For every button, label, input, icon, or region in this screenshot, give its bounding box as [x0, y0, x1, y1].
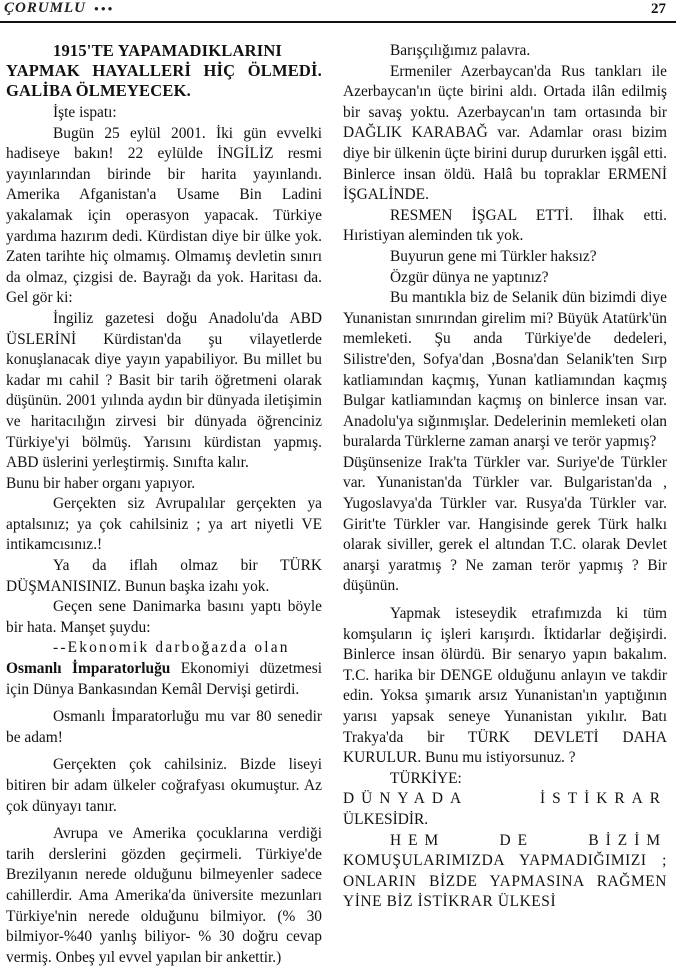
paragraph: Barışçılığımız palavra.: [390, 42, 531, 59]
paragraph: İşte ispatı:: [53, 104, 117, 121]
logo-text: ÇORUMLU: [4, 0, 87, 16]
left-column: [6, 41, 322, 968]
publication-logo: [4, 0, 115, 17]
paragraph: Geçen sene Danimarka basını yaptı böyle bir hata. Manşet şuydu:: [6, 598, 322, 636]
paragraph: İngiliz gazetesi doğu Anadolu'da ABD ÜSLERİNİ Kürdistan'da şu vilayetlerde konuşlanacak diye yayın yapabiliyor. Bu millet bu kadar mı cahil ? Basit bir tarih öğretmeni olarak düşünün. 2001 yılında aydın bir dünyada iletişimin ve haritacılığın zirvesi bir dünyada öğrenciniz Türkiye'yi bölmüş. Yarısını kürdistan yapmış. ABD üslerini yerleştirmiş. Sınıfta kalır.: [6, 309, 322, 472]
paragraph: Özgür dünya ne yaptınız?: [390, 268, 549, 286]
paragraph: RESMEN İŞGAL ETTİ. İlhak etti. Hıristiyan aleminden tık yok.: [343, 206, 667, 245]
paragraph-neighbours: [343, 831, 667, 913]
paragraph: Bu mantıkla biz de Selanik dün bizimdi diye Yunanistan sınırından girelim mi? Büyük Atatürk'ün memleketi. Şu anda Türkiye'de dedeleri, Silistre'den, Sofya'dan ,Bosna'dan Selanik'ten Sırp katliamından kaçmış, Yunan katliamından kaçmış Bulgar katliamından kaçmış on binlerce insan var. Anadolu'ya sığınmışlar. Dedelerinin memleketi olan buralarda Türklerne zaman anarşi ve terör yapmış?: [343, 289, 667, 451]
header-rule: [0, 21, 676, 23]
quote-rest: Ekonomiyi düzetmesi için Dünya Bankasından Kemâl Dervişi getirdi.: [6, 660, 322, 698]
paragraph: Avrupa ve Amerika çocuklarına verdiği tarih derslerini gözden geçirmeli. Türkiye'de Brezilyanın nerede olduğunu bilmeyenler sadece cahillerdir. Ama Amerika'da üniversite mezunları Türkiye'nin nerede olduğunu bilmiyor. (% 30 bilmiyor-%40 yanlış biliyor- % 30 doğru cevap vermiş. Onbeş yıl evvel yapılan bir ankettir.): [6, 825, 322, 966]
paragraph: TÜRKİYE:: [390, 769, 462, 787]
paragraph: Düşünsenize Irak'ta Türkler var. Suriye'de Türkler var. Yunanistan'da Türkler var. Bulgaristan'da , Yugoslavya'da Türkler var. Rusya'da Türkler var. Girit'te Türkler var. Hangisinde gerek Türk halkı olarak siviller, gerek el altından T.C. olarak Devlet anarşi yaratmış ? Ne zaman terör yapmış ? Bir düşünün.: [343, 453, 667, 595]
page-header: [0, 0, 676, 22]
closing-lines: KOMUŞULARIMIZDA YAPMADIĞIMIZI ; ONLARIN BİZDE YAPMASINA RAĞMEN YİNE BİZ İSTİKRAR ÜLKESİ: [343, 852, 667, 911]
spaced-line: HEM DE BİZİM: [390, 831, 667, 849]
article-title: [6, 41, 322, 101]
paragraph: Gerçekten çok cahilsiniz. Bizde liseyi bitiren bir adam ülkeler coğrafyası okumuştur. Az çok dünyayı tanır.: [6, 756, 322, 815]
quote-bold: Osmanlı İmparatorluğu: [6, 660, 171, 678]
title-line-2: YAPMAK HAYALLERİ HİÇ ÖLMEDİ. GALİBA ÖLMEYECEK.: [6, 61, 322, 100]
paragraph: Bunu bir haber organı yapıyor.: [6, 474, 196, 492]
paragraph: Osmanlı İmparatorluğu mu var 80 senedir be adam!: [6, 708, 322, 746]
paragraph: Gerçekten siz Avrupalılar gerçekten ya aptalsınız; ya çok cahilsiniz ; ya art niyetli VE intikamcısınız.!: [6, 495, 322, 554]
page-number: 27: [651, 1, 666, 17]
paragraph: Buyurun gene mi Türkler haksız?: [390, 247, 597, 265]
paragraph-stability: [343, 789, 667, 830]
title-line-1: 1915'TE YAPAMADIKLARINI: [53, 41, 283, 60]
line: ÜLKESİDİR.: [343, 810, 429, 828]
paragraph-headline-quote: [6, 638, 322, 700]
quote-line: --Ekonomik darboğazda olan: [53, 639, 290, 657]
right-column: [343, 41, 667, 913]
paragraph: Ermeniler Azerbaycan'da Rus tankları ile Azerbaycan'ın üçte birini aldı. Ortada ilân edilmiş bir savaş yoktu. Azerbaycan'ın tam ortasında bir DAĞLIK KARABAĞ var. Adamlar orası bizim diye bir ülkenin üçte birini durup dururken işgâl etti. Binlerce insan öldü. Halâ bu topraklar ERMENİ İŞGALİNDE.: [343, 62, 667, 204]
paragraph: Yapmak isteseydik etrafımızda ki tüm komşuların iç işleri karışırdı. İktidarlar değişirdi. Binlerce insan ölürdü. Bir senaryo yapın bakalım. T.C. harika bir DENGE olduğunu anlayın ve takdir edin. Yoksa şımarık arsız Yunanistan'ın yaptığının yarısı yapsak seneye Yunanistan yıkılır. Batı Trakya'da bir TÜRK DEVLETİ DAHA KURULUR. Bunu mu istiyorsunuz. ?: [343, 605, 667, 767]
logo-dots: ●●●: [94, 4, 115, 14]
paragraph: Ya da iflah olmaz bir TÜRK DÜŞMANISINIZ. Bunun başka izahı yok.: [6, 557, 322, 595]
paragraph: Bugün 25 eylül 2001. İki gün evvelki hadiseye bakın! 22 eylülde İNGİLİZ resmi yayınlarından birinde bir harita yayınlandı. Amerika Afganistan'a Usame Bin Ladini yakalamak için operasyon yapacak. Türkiye yardıma hazırım dedi. Kürdistan diye bir ülke yok. Zaten tarihte hiç olmamış. Olmamış devletin sınırı da olmaz, çizgisi de. Bayrağı da yok. Haritası da. Gel gör ki:: [6, 124, 322, 307]
spaced-line: DÜNYADA İSTİKRAR: [343, 790, 667, 808]
